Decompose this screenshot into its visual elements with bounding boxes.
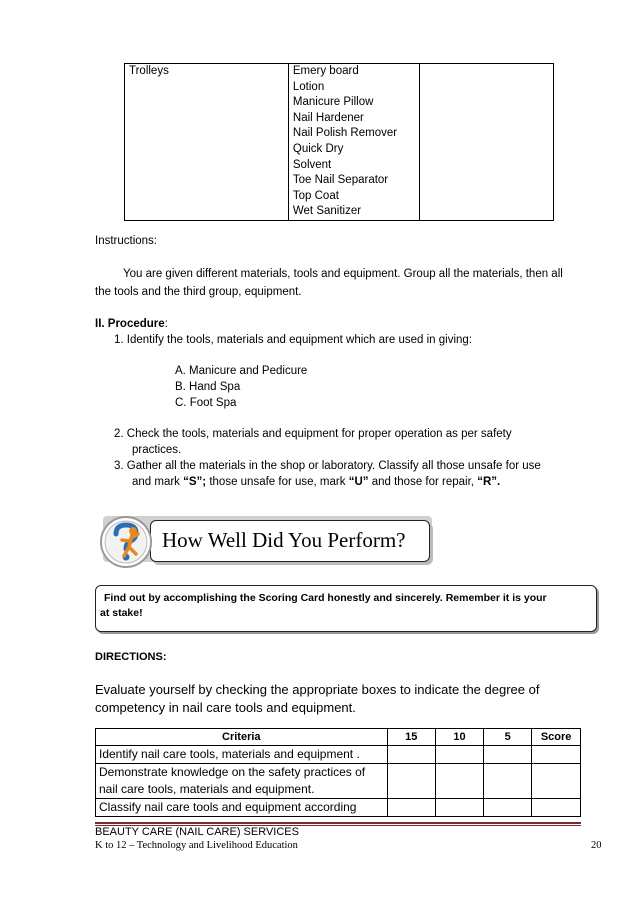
checkbox-cell-10[interactable] xyxy=(435,799,483,817)
directions-line-1: Evaluate yourself by checking the appropriate boxes to indicate the degree of xyxy=(95,682,540,697)
procedure-sub-b: B. Hand Spa xyxy=(175,381,241,393)
list-item: Nail Hardener xyxy=(292,111,364,124)
findout-text xyxy=(100,591,590,621)
checkbox-cell-15[interactable] xyxy=(387,764,435,799)
procedure-step-2-line-2: practices. xyxy=(132,444,182,456)
materials-table xyxy=(124,63,554,221)
list-item: Wet Sanitizer xyxy=(292,205,362,218)
step3-mark-u: “U” xyxy=(348,476,369,488)
criteria-cell: Classify nail care tools and equipment according xyxy=(96,799,388,817)
list-item: Toe Nail Separator xyxy=(292,174,389,187)
question-figure-icon xyxy=(98,514,154,570)
criteria-line: nail care tools, materials and equipment. xyxy=(99,782,315,796)
procedure-sub-c: C. Foot Spa xyxy=(175,397,237,409)
procedure-sub-a: A. Manicure and Pedicure xyxy=(175,365,308,377)
step3-text: those unsafe for use, mark xyxy=(206,476,349,488)
instructions-line-2: the tools and the third group, equipment. xyxy=(95,286,302,298)
list-item: Top Coat xyxy=(292,189,339,202)
criteria-cell xyxy=(96,764,388,799)
header-10: 10 xyxy=(435,729,483,746)
criteria-line: Demonstrate knowledge on the safety practices of xyxy=(99,765,366,779)
findout-line-2: at stake! xyxy=(100,607,143,619)
score-cell[interactable] xyxy=(532,764,581,799)
table-row xyxy=(96,746,581,764)
banner-title: How Well Did You Perform? xyxy=(162,528,406,552)
directions-line-2: competency in nail care tools and equipment. xyxy=(95,700,356,715)
header-criteria: Criteria xyxy=(96,729,388,746)
table-header-row xyxy=(96,729,581,746)
criteria-cell: Identify nail care tools, materials and equipment . xyxy=(96,746,388,764)
footer-title: BEAUTY CARE (NAIL CARE) SERVICES xyxy=(95,826,299,838)
footer-rule xyxy=(95,822,581,824)
procedure-step-1: 1. Identify the tools, materials and equipment which are used in giving: xyxy=(114,334,472,346)
checkbox-cell-15[interactable] xyxy=(387,746,435,764)
list-item: Nail Polish Remover xyxy=(292,127,398,140)
step3-text: and mark xyxy=(132,476,184,488)
step3-mark-r: “R”. xyxy=(477,476,501,488)
procedure-step-3-line-2 xyxy=(132,474,500,491)
checkbox-cell-5[interactable] xyxy=(484,764,532,799)
procedure-heading-text: II. Procedure xyxy=(95,318,165,330)
step3-mark-s: “S”; xyxy=(183,476,207,488)
footer-subtitle: K to 12 – Technology and Livelihood Education xyxy=(95,840,298,851)
score-cell[interactable] xyxy=(532,746,581,764)
list-item: Emery board xyxy=(292,65,359,77)
procedure-colon: : xyxy=(164,318,168,330)
criteria-table xyxy=(95,728,581,817)
procedure-step-2-line-1: 2. Check the tools, materials and equipment for proper operation as per safety xyxy=(114,428,512,440)
procedure-heading xyxy=(95,316,168,333)
page-number: 20 xyxy=(591,840,602,851)
step3-text: and those for repair, xyxy=(368,476,478,488)
list-item: Quick Dry xyxy=(292,142,344,155)
procedure-step-3-line-1: 3. Gather all the materials in the shop or laboratory. Classify all those unsafe for use xyxy=(114,460,541,472)
header-score: Score xyxy=(532,729,581,746)
checkbox-cell-10[interactable] xyxy=(435,746,483,764)
checkbox-cell-5[interactable] xyxy=(484,746,532,764)
list-item: Lotion xyxy=(292,80,325,93)
checkbox-cell-10[interactable] xyxy=(435,764,483,799)
table-cell-empty xyxy=(420,64,554,221)
findout-line-1: Find out by accomplishing the Scoring Card honestly and sincerely. Remember it is your xyxy=(104,592,547,604)
directions-heading: DIRECTIONS: xyxy=(95,651,167,663)
list-item: Solvent xyxy=(292,158,332,171)
table-row xyxy=(96,799,581,817)
score-cell[interactable] xyxy=(532,799,581,817)
checkbox-cell-5[interactable] xyxy=(484,799,532,817)
table-cell-materials-list xyxy=(288,64,419,221)
instructions-line-1: You are given different materials, tools and equipment. Group all the materials, then all xyxy=(123,268,563,280)
list-item: Manicure Pillow xyxy=(292,96,374,109)
table-row xyxy=(96,764,581,799)
checkbox-cell-15[interactable] xyxy=(387,799,435,817)
header-15: 15 xyxy=(387,729,435,746)
header-5: 5 xyxy=(484,729,532,746)
table-cell-trolleys: Trolleys xyxy=(125,64,289,221)
instructions-heading: Instructions: xyxy=(95,235,157,247)
